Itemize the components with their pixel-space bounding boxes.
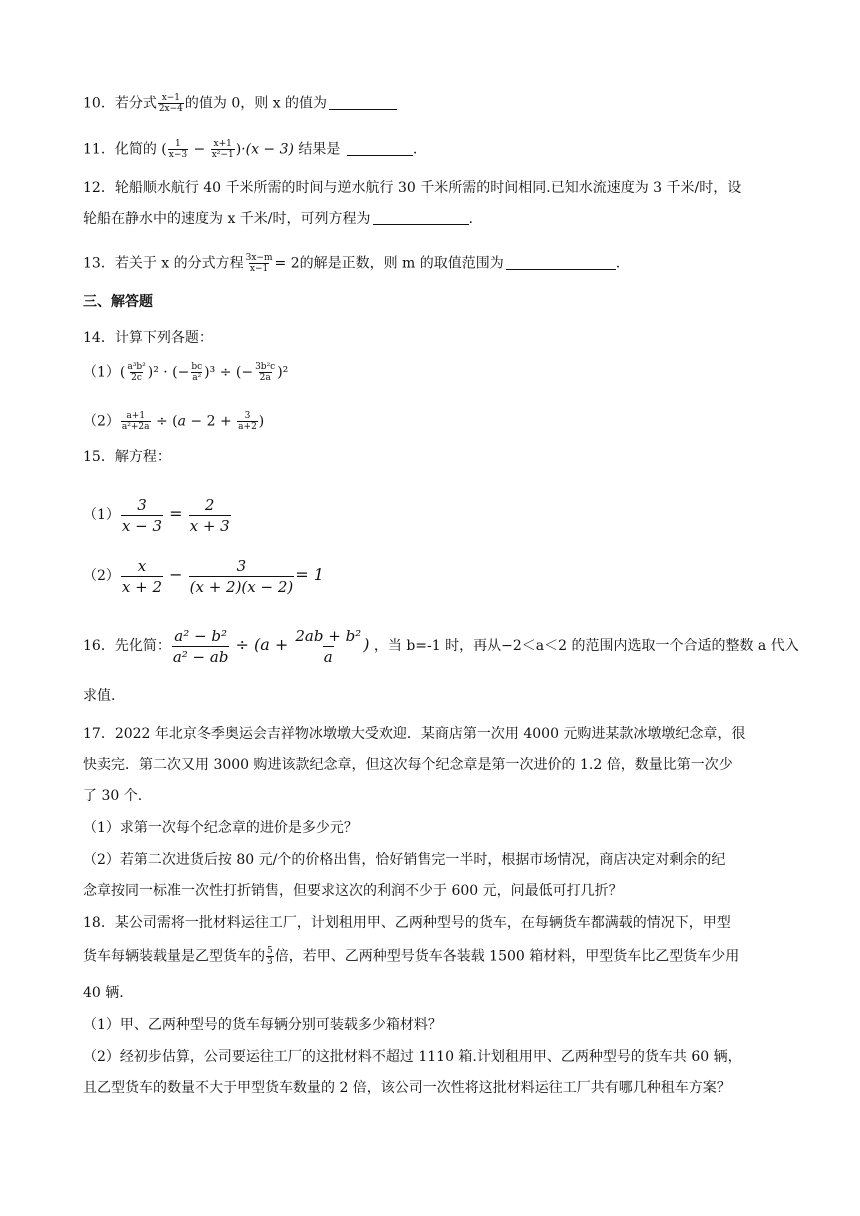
question-17-part-1: （1）求第一次每个纪念章的进价是多少元？ xyxy=(83,820,358,836)
q11-text-after: 结果是 xyxy=(298,141,341,158)
question-14-stem: 14．计算下列各题： xyxy=(83,330,213,346)
q13-fraction: $\frac{3x-m}{x-1}$ xyxy=(245,253,273,274)
question-14-part-2: （2） $\frac{a+1}{\text{a²+2a}}$ ÷ (a − 2 + $\frac{3}{a+2}$ ) xyxy=(83,411,265,432)
q10-text: 10．若分式 xyxy=(83,95,157,112)
question-15-part-1: （1） $\frac{3}{x - 3}$ = $\frac{2}{x + 3}$ xyxy=(83,495,230,535)
answer-blank[interactable] xyxy=(347,141,413,156)
q11-fraction-1: $\frac{1}{x-3}$ xyxy=(168,139,188,160)
question-17-line3: 了 30 个. xyxy=(83,788,143,804)
question-17-part-2-line2: 念章按同一标准一次性打折销售，但要求这次的利润不少于 600 元，问最低可打几折？ xyxy=(83,883,623,899)
q11-text: 11．化简的 xyxy=(83,141,157,158)
question-18-part-2-line1: （2）经初步估算，公司要运往工厂的这批材料不超过 1110 箱.计划租用甲、乙两种型号的货车共 60 辆， xyxy=(83,1049,742,1065)
question-13: 13．若关于 x 的分式方程 $\frac{3x-m}{x-1}$ = 2的解是正数，则 m 的取值范围为 . xyxy=(83,253,621,274)
answer-blank[interactable] xyxy=(373,210,469,225)
question-12-line1: 12．轮船顺水航行 40 千米所需的时间与逆水航行 30 千米所需的时间相同.已知水流速度为 3 千米/时，设 xyxy=(83,180,742,196)
q11-factor: ·(x − 3) xyxy=(241,141,294,158)
question-10 xyxy=(83,93,397,114)
question-17-line2: 快卖完．第二次又用 3000 购进该款纪念章，但这次每个纪念章是第一次进价的 1.2 倍，数量比第一次少 xyxy=(83,757,733,773)
answer-blank[interactable] xyxy=(506,255,616,270)
q10-fraction: $\frac{x-1}{2x-4}$ xyxy=(158,93,183,114)
question-14-part-1: （1）( $\frac{\text{a³b²}}{2c}$ )² · (− $\frac{bc}{\text{a²}}$ )³ ÷ (− $\frac{\text{3b²c}}{2a}$ )² xyxy=(83,362,289,383)
question-17-part-2-line1: （2）若第二次进货后按 80 元/个的价格出售，恰好销售完一半时，根据市场情况，商店决定对剩余的纪 xyxy=(83,852,726,868)
question-18-line1: 18．某公司需将一批材料运往工厂，计划租用甲、乙两种型号的货车，在每辆货车都满载的情况下，甲型 xyxy=(83,915,731,931)
question-18-line3: 40 辆. xyxy=(83,985,124,1001)
question-16: 16．先化简： $\frac{\text{a² − b²}}{\text{a² − ab}}$ ÷ (a + $\frac{\text{2ab + b²}}{a}$ ) ，当 b=-1 时，再从−2＜a＜2 的范围内选取一个合适的整数 a 代入 xyxy=(83,626,799,666)
question-18-part-2-line2: 且乙型货车的数量不大于甲型货车数量的 2 倍，该公司一次性将这批材料运往工厂共有哪几种租车方案？ xyxy=(83,1080,731,1096)
question-18-part-1: （1）甲、乙两种型号的货车每辆分别可装载多少箱材料？ xyxy=(83,1017,442,1033)
q11-fraction-2: $\frac{x+1}{\text{x²−1}}$ xyxy=(211,139,234,160)
section-title: 三、解答题 xyxy=(83,294,153,310)
answer-blank[interactable] xyxy=(329,95,397,110)
question-11: 11．化简的 ( $\frac{1}{x-3}$ − $\frac{x+1}{\text{x²−1}}$ )·(x − 3) 结果是 . xyxy=(83,139,418,160)
question-18-line2: 货车每辆装载量是乙型货车的 $\frac{5}{3}$ 倍，若甲、乙两种型号货车各装载 1500 箱材料，甲型货车比乙型货车少用 xyxy=(83,946,740,967)
question-17-line1: 17．2022 年北京冬季奥运会吉祥物冰墩墩大受欢迎．某商店第一次用 4000 元购进某款冰墩墩纪念章，很 xyxy=(83,726,746,742)
question-15-stem: 15．解方程： xyxy=(83,449,171,465)
question-12-line2: 轮船在静水中的速度为 x 千米/时，可列方程为 . xyxy=(83,211,473,227)
question-15-part-2: （2） $\frac{x}{x + 2}$ − $\frac{3}{(x + 2)(x - 2)}$ = 1 xyxy=(83,556,324,596)
q10-text-after: 的值为 0，则 x 的值为 xyxy=(184,95,328,112)
question-16-line2: 求值. xyxy=(83,688,116,704)
